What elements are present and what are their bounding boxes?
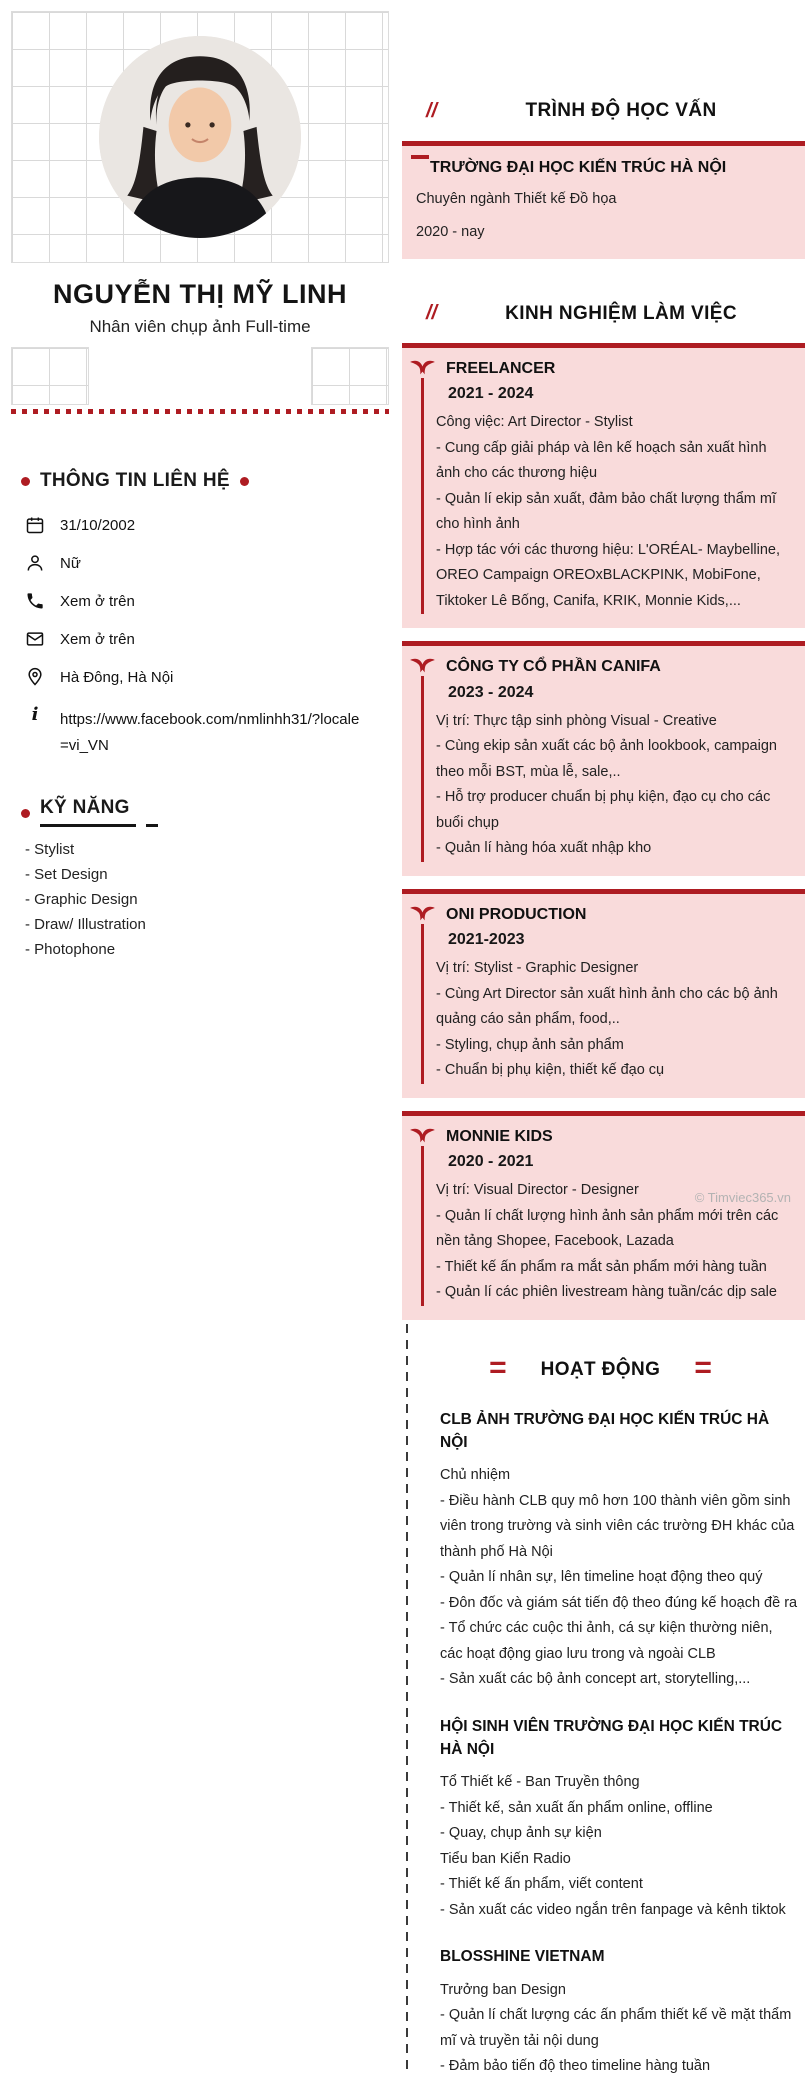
company-name: MONNIE KIDS — [446, 1127, 553, 1145]
job-period: 2020 - 2021 — [448, 1153, 534, 1171]
equals-icon: = — [489, 1351, 507, 1385]
activity-photo-club — [440, 1408, 799, 1693]
red-dot-icon — [21, 477, 30, 486]
calendar-icon — [25, 515, 45, 535]
job-line: Vị trí: Thực tập sinh phòng Visual - Creative — [436, 712, 717, 729]
job-block-canifa — [402, 641, 805, 876]
job-period: 2021 - 2024 — [448, 385, 534, 403]
company-name: FREELANCER — [446, 359, 556, 377]
timeline-pole-decor — [421, 924, 424, 1084]
experience-section-header — [402, 299, 805, 329]
contact-item-phone — [11, 582, 389, 620]
grid-decor-block — [11, 11, 389, 263]
activity-line: Trưởng ban Design — [440, 1981, 566, 1998]
job-line: - Cùng ekip sản xuất các bộ ảnh lookbook, campaign theo mỗi BST, mùa lễ, sale,.. — [436, 738, 777, 780]
contact-gender-value: Nữ — [60, 555, 81, 572]
job-line: - Chuẩn bị phụ kiện, thiết kế đạo cụ — [436, 1062, 665, 1079]
timeline-dash-icon — [411, 155, 429, 159]
education-header-label: TRÌNH ĐỘ HỌC VẤN — [525, 100, 717, 121]
contact-header — [21, 470, 389, 492]
contact-item-address — [11, 658, 389, 696]
activity-title: CLB ẢNH TRƯỜNG ĐẠI HỌC KIẾN TRÚC HÀ NỘI — [440, 1410, 770, 1452]
activity-line: - Sản xuất các video ngắn trên fanpage và kênh tiktok — [440, 1901, 786, 1918]
activities-section-header — [402, 1351, 799, 1386]
education-major: Chuyên ngành Thiết kế Đồ họa — [416, 190, 617, 207]
skill-item: - Draw/ Illustration — [25, 915, 146, 933]
activity-line: - Điều hành CLB quy mô hơn 100 thành viên gồm sinh viên trong trường và sinh viên các trường ĐH khác của thành phố Hà Nội — [440, 1492, 795, 1560]
avatar-illustration — [99, 36, 301, 238]
education-period: 2020 - nay — [416, 224, 485, 241]
job-line: - Quản lí ekip sản xuất, đảm bảo chất lượng thẩm mĩ cho hình ảnh — [436, 490, 776, 533]
activity-line: Tiểu ban Kiến Radio — [440, 1850, 571, 1867]
candidate-name: NGUYỄN THỊ MỸ LINH — [52, 279, 347, 309]
skills-header-label: KỸ NĂNG — [40, 797, 136, 827]
underline-dash-decor — [146, 824, 158, 827]
activities-header-label: HOẠT ĐỘNG — [540, 1358, 661, 1380]
activity-student-union — [440, 1715, 799, 1924]
equals-icon: = — [694, 1351, 712, 1385]
job-line: Công việc: Art Director - Stylist — [436, 414, 633, 431]
site-watermark: © Timviec365.vn — [694, 1190, 791, 1205]
job-block-oni-production — [402, 889, 805, 1098]
activity-line: - Đôn đốc và giám sát tiến độ theo đúng kế hoạch đề ra — [440, 1594, 798, 1611]
company-name: ONI PRODUCTION — [446, 905, 587, 923]
contact-item-birthday — [11, 506, 389, 544]
activity-line: - Quản lí nhân sự, lên timeline hoạt động theo quý — [440, 1569, 763, 1586]
job-line: - Hỗ trợ producer chuẩn bị phụ kiện, đạo cụ cho các buổi chụp — [436, 789, 771, 831]
skill-item: - Set Design — [25, 865, 108, 883]
activity-line: - Quay, chụp ảnh sự kiện — [440, 1825, 602, 1842]
activity-title: HỘI SINH VIÊN TRƯỜNG ĐẠI HỌC KIẾN TRÚC HÀ NỘI — [440, 1717, 783, 1759]
bird-icon — [409, 653, 436, 676]
job-line: - Hợp tác với các thương hiệu: L'ORÉAL- Maybelline, OREO Campaign OREOxBLACKPINK, MobiFone, Tiktoker Lê Bống, Canifa, KRIK, Monnie Kids,... — [436, 541, 781, 609]
contact-list — [11, 506, 389, 769]
company-name: CÔNG TY CỔ PHẦN CANIFA — [446, 658, 661, 676]
activity-line: - Thiết kế, sản xuất ấn phẩm online, offline — [440, 1799, 713, 1816]
double-slash-icon: // — [426, 302, 438, 325]
activity-line: Tổ Thiết kế - Ban Truyền thông — [440, 1774, 640, 1791]
profile-photo — [99, 36, 301, 238]
job-line: - Quản lí chất lượng hình ảnh sản phẩm mới trên các nền tảng Shopee, Facebook, Lazada — [436, 1207, 779, 1250]
contact-item-gender — [11, 544, 389, 582]
education-section-header — [402, 96, 805, 126]
skill-item: - Graphic Design — [25, 890, 138, 908]
dotted-separator — [11, 409, 389, 414]
grid-patch-left — [11, 347, 89, 405]
job-line: Vị trí: Visual Director - Designer — [436, 1182, 639, 1199]
job-line: - Cung cấp giải pháp và lên kế hoạch sản xuất hình ảnh cho các thương hiệu — [436, 439, 767, 482]
skill-item: - Photophone — [25, 940, 116, 958]
skills-list — [25, 841, 389, 958]
person-icon — [25, 553, 45, 573]
info-icon: i — [31, 704, 39, 725]
activity-line: - Đảm bảo tiến độ theo timeline hàng tuần — [440, 2058, 711, 2075]
job-line: - Cùng Art Director sản xuất hình ảnh cho các bộ ảnh quảng cáo sản phẩm, food,.. — [436, 985, 778, 1028]
activity-line: - Sản xuất các bộ ảnh concept art, storytelling,... — [440, 1671, 751, 1688]
location-icon — [25, 667, 45, 687]
job-block-freelancer — [402, 343, 805, 629]
job-line: - Quản lí các phiên livestream hàng tuần/các dịp sale — [436, 1284, 777, 1301]
contact-address-value: Hà Đông, Hà Nội — [60, 669, 174, 686]
education-block — [402, 141, 805, 259]
email-icon — [25, 629, 45, 649]
job-line: - Styling, chụp ảnh sản phẩm — [436, 1036, 624, 1053]
double-slash-icon: // — [426, 99, 438, 122]
red-dot-icon — [240, 477, 249, 486]
job-period: 2023 - 2024 — [448, 683, 534, 701]
contact-facebook-link[interactable]: https://www.facebook.com/nmlinhh31/?locale=vi_VN — [60, 711, 360, 755]
skills-header — [21, 797, 389, 827]
contact-birthday-value: 31/10/2002 — [60, 517, 136, 534]
school-name: TRƯỜNG ĐẠI HỌC KIẾN TRÚC HÀ NỘI — [430, 159, 727, 176]
activity-blosshine — [440, 1945, 799, 2079]
bird-icon — [409, 901, 436, 924]
skill-item: - Stylist — [25, 840, 75, 858]
experience-header-label: KINH NGHIỆM LÀM VIỆC — [505, 302, 737, 324]
contact-header-label: THÔNG TIN LIÊN HỆ — [40, 470, 230, 491]
job-block-monnie-kids — [402, 1111, 805, 1320]
activities-section — [402, 1351, 805, 2090]
phone-icon — [25, 591, 45, 611]
activity-line: - Quản lí chất lượng các ấn phẩm thiết kế về mặt thẩm mĩ và truyền tải nội dung — [440, 2007, 792, 2049]
contact-phone-value: Xem ở trên — [60, 593, 135, 610]
red-dot-icon — [21, 809, 30, 818]
grid-patch-right — [311, 347, 389, 405]
timeline-pole-decor — [421, 1146, 424, 1306]
bird-icon — [409, 355, 436, 378]
right-column — [402, 0, 805, 2090]
grid-decor-row — [11, 347, 389, 403]
activity-line: - Tổ chức các cuộc thi ảnh, cá sự kiện thường niên, các hoạt động giao lưu trong và ngoài CLB — [440, 1620, 773, 1662]
timeline-pole-decor — [421, 676, 424, 862]
job-line: - Thiết kế ấn phẩm ra mắt sản phẩm mới hàng tuần — [436, 1258, 767, 1275]
contact-item-email — [11, 620, 389, 658]
activity-title: BLOSSHINE VIETNAM — [440, 1948, 605, 1966]
job-period: 2021-2023 — [448, 931, 525, 949]
candidate-title: Nhân viên chụp ảnh Full-time — [89, 317, 311, 336]
job-line: Vị trí: Stylist - Graphic Designer — [436, 960, 639, 977]
job-line: - Quản lí hàng hóa xuất nhập kho — [436, 840, 652, 857]
contact-email-value: Xem ở trên — [60, 631, 135, 648]
contact-item-facebook — [11, 696, 389, 769]
timeline-pole-decor — [421, 378, 424, 615]
bird-icon — [409, 1123, 436, 1146]
activity-line: - Thiết kế ấn phẩm, viết content — [440, 1876, 643, 1893]
activity-line: Chủ nhiệm — [440, 1467, 511, 1484]
left-column — [11, 11, 389, 966]
